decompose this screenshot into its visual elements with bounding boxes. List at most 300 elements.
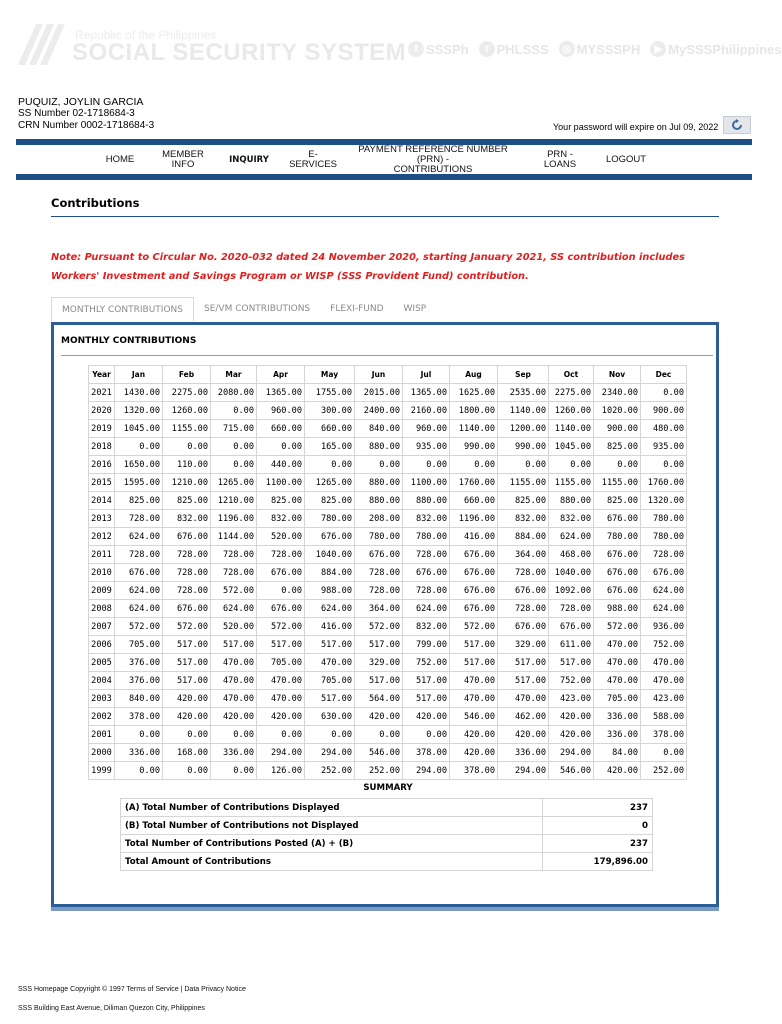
amount-cell: 624.00 [403,600,450,618]
table-row [89,654,687,672]
amount-cell: 1800.00 [450,402,498,420]
ss-number-line: SS Number 02-1718684-3 [18,108,135,119]
amount-cell: 1100.00 [257,474,305,492]
page-title: Contributions [51,196,140,210]
summary-label: Total Amount of Contributions [121,853,543,871]
amount-cell: 440.00 [257,456,305,474]
amount-cell: 0.00 [305,456,355,474]
amount-cell: 378.00 [450,762,498,780]
wisp-note: Note: Pursuant to Circular No. 2020-032 dated 24 November 2020, starting January 2021, SS contribution includes Workers' Investment and Savings Program or WISP (SSS Provident Fund) contribution. [51,252,685,282]
amount-cell: 880.00 [355,438,403,456]
nav-prn-contributions[interactable]: PAYMENT REFERENCE NUMBER (PRN) - CONTRIBUTIONS [358,143,508,175]
amount-cell: 517.00 [305,690,355,708]
year-cell: 2020 [89,402,115,420]
amount-cell: 517.00 [498,654,549,672]
amount-cell: 780.00 [594,528,641,546]
amount-cell: 0.00 [211,456,257,474]
amount-cell: 705.00 [257,654,305,672]
amount-cell: 294.00 [498,762,549,780]
year-cell: 2015 [89,474,115,492]
amount-cell: 0.00 [257,726,305,744]
year-cell: 2011 [89,546,115,564]
panel-bottom-bar [51,907,719,911]
amount-cell: 676.00 [305,528,355,546]
amount-cell: 728.00 [211,546,257,564]
amount-cell: 825.00 [305,492,355,510]
amount-cell: 546.00 [355,744,403,762]
amount-cell: 1320.00 [641,492,687,510]
amount-cell: 1196.00 [211,510,257,528]
column-header: Year [89,366,115,384]
year-cell: 2009 [89,582,115,600]
tab-wisp[interactable]: WISP [403,304,427,314]
crn-number-line: CRN Number 0002-1718684-3 [18,120,155,131]
panel-divider [61,355,713,356]
nav-prn-loans[interactable]: PRN - LOANS [543,148,577,170]
amount-cell: 728.00 [163,564,211,582]
table-row [89,402,687,420]
table-row [89,546,687,564]
amount-cell: 517.00 [163,672,211,690]
amount-cell: 520.00 [211,618,257,636]
amount-cell: 880.00 [355,492,403,510]
summary-row [121,817,653,835]
amount-cell: 520.00 [257,528,305,546]
amount-cell: 252.00 [641,762,687,780]
amount-cell: 728.00 [355,582,403,600]
amount-cell: 0.00 [641,456,687,474]
nav-logout[interactable]: LOGOUT [605,153,647,165]
amount-cell: 1595.00 [115,474,163,492]
amount-cell: 728.00 [115,510,163,528]
amount-cell: 2275.00 [163,384,211,402]
tab-flexi-fund[interactable]: FLEXI-FUND [330,304,384,314]
amount-cell: 572.00 [115,618,163,636]
amount-cell: 0.00 [211,438,257,456]
panel-title: MONTHLY CONTRIBUTIONS [61,336,197,346]
amount-cell: 840.00 [115,690,163,708]
amount-cell: 728.00 [403,546,450,564]
amount-cell: 572.00 [450,618,498,636]
amount-cell: 0.00 [115,438,163,456]
year-cell: 1999 [89,762,115,780]
column-header: Apr [257,366,305,384]
social-twitter[interactable]: t PHLSSS [479,41,549,57]
amount-cell: 2340.00 [594,384,641,402]
instagram-icon: ◎ [559,41,575,57]
amount-cell: 517.00 [257,636,305,654]
amount-cell: 110.00 [163,456,211,474]
refresh-icon [731,119,743,131]
amount-cell: 517.00 [355,636,403,654]
amount-cell: 624.00 [115,528,163,546]
amount-cell: 420.00 [355,708,403,726]
amount-cell: 630.00 [305,708,355,726]
amount-cell: 329.00 [355,654,403,672]
amount-cell: 676.00 [498,582,549,600]
amount-cell: 517.00 [211,636,257,654]
amount-cell: 705.00 [305,672,355,690]
table-row [89,726,687,744]
amount-cell: 1092.00 [549,582,594,600]
column-header: Oct [549,366,594,384]
amount-cell: 517.00 [403,690,450,708]
amount-cell: 676.00 [257,600,305,618]
year-cell: 2013 [89,510,115,528]
summary-row [121,853,653,871]
amount-cell: 2160.00 [403,402,450,420]
summary-row [121,835,653,853]
amount-cell: 676.00 [594,510,641,528]
amount-cell: 378.00 [641,726,687,744]
amount-cell: 825.00 [594,492,641,510]
amount-cell: 728.00 [498,564,549,582]
amount-cell: 294.00 [403,762,450,780]
amount-cell: 2015.00 [355,384,403,402]
amount-cell: 660.00 [450,492,498,510]
amount-cell: 728.00 [163,546,211,564]
amount-cell: 420.00 [163,690,211,708]
amount-cell: 572.00 [355,618,403,636]
amount-cell: 960.00 [403,420,450,438]
amount-cell: 624.00 [641,582,687,600]
footer-address: SSS Building East Avenue, Diliman Quezon City, Philippines [18,1005,205,1012]
amount-cell: 364.00 [355,600,403,618]
amount-cell: 376.00 [115,672,163,690]
amount-cell: 1265.00 [305,474,355,492]
table-row [89,708,687,726]
column-header: Jul [403,366,450,384]
amount-cell: 420.00 [594,762,641,780]
amount-cell: 780.00 [355,528,403,546]
amount-cell: 470.00 [450,690,498,708]
amount-cell: 1040.00 [549,564,594,582]
amount-cell: 470.00 [305,654,355,672]
amount-cell: 1155.00 [498,474,549,492]
amount-cell: 470.00 [594,636,641,654]
brand-subtitle: Republic of the Philippines [75,28,217,42]
title-divider [51,216,719,217]
table-row [89,528,687,546]
amount-cell: 825.00 [115,492,163,510]
amount-cell: 752.00 [403,654,450,672]
amount-cell: 470.00 [594,654,641,672]
amount-cell: 780.00 [641,510,687,528]
amount-cell: 960.00 [257,402,305,420]
amount-cell: 572.00 [211,582,257,600]
social-links [408,41,782,57]
contributions-table [88,365,687,780]
tab-monthly-contributions[interactable]: MONTHLY CONTRIBUTIONS [51,297,194,321]
amount-cell: 840.00 [355,420,403,438]
amount-cell: 294.00 [549,744,594,762]
year-cell: 2007 [89,618,115,636]
amount-cell: 832.00 [257,510,305,528]
social-facebook[interactable]: f SSSPh [408,41,469,57]
amount-cell: 1760.00 [641,474,687,492]
amount-cell: 572.00 [594,618,641,636]
amount-cell: 0.00 [355,456,403,474]
amount-cell: 1650.00 [115,456,163,474]
social-instagram[interactable]: ◎ MYSSSPH [559,41,641,57]
amount-cell: 420.00 [403,708,450,726]
amount-cell: 780.00 [305,510,355,528]
header-banner [0,0,782,95]
amount-cell: 1020.00 [594,402,641,420]
amount-cell: 84.00 [594,744,641,762]
nav-eservices[interactable]: E-SERVICES [289,148,337,170]
year-cell: 2010 [89,564,115,582]
amount-cell: 825.00 [594,438,641,456]
amount-cell: 208.00 [355,510,403,528]
amount-cell: 676.00 [403,564,450,582]
amount-cell: 1140.00 [549,420,594,438]
amount-cell: 336.00 [211,744,257,762]
summary-label: (B) Total Number of Contributions not Displayed [121,817,543,835]
nav-home[interactable]: HOME [105,153,135,165]
amount-cell: 705.00 [594,690,641,708]
facebook-icon: f [408,41,424,57]
amount-cell: 420.00 [549,726,594,744]
amount-cell: 376.00 [115,654,163,672]
table-row [89,384,687,402]
amount-cell: 780.00 [403,528,450,546]
amount-cell: 470.00 [594,672,641,690]
amount-cell: 676.00 [594,546,641,564]
amount-cell: 1155.00 [549,474,594,492]
nav-bar-bottom [16,174,752,180]
year-cell: 2005 [89,654,115,672]
table-row [89,618,687,636]
amount-cell: 517.00 [498,672,549,690]
amount-cell: 0.00 [498,456,549,474]
table-header-row [89,366,687,384]
amount-cell: 676.00 [115,564,163,582]
amount-cell: 588.00 [641,708,687,726]
amount-cell: 728.00 [355,564,403,582]
table-row [89,600,687,618]
amount-cell: 0.00 [211,402,257,420]
contribution-tabs [51,297,436,321]
amount-cell: 336.00 [594,726,641,744]
amount-cell: 715.00 [211,420,257,438]
amount-cell: 0.00 [163,438,211,456]
table-row [89,672,687,690]
amount-cell: 416.00 [450,528,498,546]
amount-cell: 1210.00 [211,492,257,510]
amount-cell: 1155.00 [163,420,211,438]
amount-cell: 1200.00 [498,420,549,438]
column-header: Dec [641,366,687,384]
amount-cell: 470.00 [450,672,498,690]
column-header: Mar [211,366,257,384]
amount-cell: 728.00 [498,600,549,618]
nav-inquiry[interactable]: INQUIRY [229,154,269,165]
amount-cell: 0.00 [115,726,163,744]
amount-cell: 336.00 [115,744,163,762]
amount-cell: 676.00 [355,546,403,564]
nav-member-info[interactable]: MEMBER INFO [162,148,204,170]
amount-cell: 752.00 [549,672,594,690]
twitter-icon: t [479,41,495,57]
amount-cell: 832.00 [163,510,211,528]
amount-cell: 0.00 [163,762,211,780]
amount-cell: 0.00 [115,762,163,780]
amount-cell: 1140.00 [498,402,549,420]
table-row [89,744,687,762]
column-header: May [305,366,355,384]
amount-cell: 517.00 [163,654,211,672]
amount-cell: 546.00 [450,708,498,726]
amount-cell: 1265.00 [211,474,257,492]
table-row [89,762,687,780]
amount-cell: 676.00 [594,564,641,582]
amount-cell: 420.00 [163,708,211,726]
amount-cell: 564.00 [355,690,403,708]
amount-cell: 0.00 [403,456,450,474]
amount-cell: 294.00 [257,744,305,762]
amount-cell: 364.00 [498,546,549,564]
amount-cell: 660.00 [257,420,305,438]
amount-cell: 0.00 [641,744,687,762]
column-header: Nov [594,366,641,384]
amount-cell: 517.00 [163,636,211,654]
tab-se-vm-contributions[interactable]: SE/VM CONTRIBUTIONS [203,304,311,314]
year-cell: 2003 [89,690,115,708]
amount-cell: 336.00 [498,744,549,762]
refresh-button[interactable] [723,116,751,134]
table-row [89,492,687,510]
amount-cell: 832.00 [549,510,594,528]
summary-value: 0 [543,817,653,835]
amount-cell: 825.00 [257,492,305,510]
amount-cell: 470.00 [211,690,257,708]
member-info [18,96,154,132]
amount-cell: 420.00 [450,726,498,744]
amount-cell: 880.00 [549,492,594,510]
social-youtube[interactable]: ▶ MySSSPhilippines [650,41,781,57]
table-row [89,438,687,456]
column-header: Sep [498,366,549,384]
amount-cell: 2080.00 [211,384,257,402]
amount-cell: 470.00 [641,672,687,690]
column-header: Jun [355,366,403,384]
summary-label: Total Number of Contributions Posted (A) + (B) [121,835,543,853]
amount-cell: 825.00 [163,492,211,510]
amount-cell: 0.00 [211,726,257,744]
amount-cell: 1196.00 [450,510,498,528]
amount-cell: 990.00 [498,438,549,456]
amount-cell: 1040.00 [305,546,355,564]
amount-cell: 676.00 [163,600,211,618]
crn-number: 0002-1718684-3 [80,120,155,131]
amount-cell: 470.00 [498,690,549,708]
amount-cell: 2400.00 [355,402,403,420]
amount-cell: 470.00 [211,654,257,672]
amount-cell: 470.00 [257,690,305,708]
amount-cell: 517.00 [450,654,498,672]
amount-cell: 2275.00 [549,384,594,402]
amount-cell: 1045.00 [115,420,163,438]
amount-cell: 0.00 [355,726,403,744]
amount-cell: 1365.00 [403,384,450,402]
amount-cell: 752.00 [641,636,687,654]
amount-cell: 935.00 [403,438,450,456]
amount-cell: 705.00 [115,636,163,654]
year-cell: 2004 [89,672,115,690]
year-cell: 2016 [89,456,115,474]
amount-cell: 0.00 [450,456,498,474]
amount-cell: 0.00 [403,726,450,744]
sss-logo-icon [16,22,66,67]
ss-number: 02-1718684-3 [72,108,135,119]
amount-cell: 728.00 [549,600,594,618]
amount-cell: 935.00 [641,438,687,456]
amount-cell: 546.00 [549,762,594,780]
table-row [89,420,687,438]
year-cell: 2019 [89,420,115,438]
amount-cell: 126.00 [257,762,305,780]
amount-cell: 624.00 [549,528,594,546]
amount-cell: 168.00 [163,744,211,762]
amount-cell: 0.00 [641,384,687,402]
brand-title: SOCIAL SECURITY SYSTEM [72,39,407,66]
amount-cell: 624.00 [305,600,355,618]
amount-cell: 728.00 [257,546,305,564]
amount-cell: 884.00 [498,528,549,546]
amount-cell: 900.00 [594,420,641,438]
summary-table [120,798,653,871]
amount-cell: 0.00 [305,726,355,744]
amount-cell: 990.00 [450,438,498,456]
amount-cell: 728.00 [115,546,163,564]
amount-cell: 517.00 [355,672,403,690]
summary-value: 179,896.00 [543,853,653,871]
amount-cell: 624.00 [115,582,163,600]
amount-cell: 728.00 [163,582,211,600]
amount-cell: 611.00 [549,636,594,654]
table-body [89,384,687,780]
summary-value: 237 [543,799,653,817]
amount-cell: 420.00 [450,744,498,762]
amount-cell: 1365.00 [257,384,305,402]
amount-cell: 728.00 [641,546,687,564]
amount-cell: 988.00 [305,582,355,600]
amount-cell: 462.00 [498,708,549,726]
amount-cell: 470.00 [641,654,687,672]
summary-row [121,799,653,817]
table-row [89,456,687,474]
amount-cell: 1430.00 [115,384,163,402]
amount-cell: 880.00 [355,474,403,492]
column-header: Aug [450,366,498,384]
amount-cell: 780.00 [641,528,687,546]
amount-cell: 517.00 [549,654,594,672]
amount-cell: 676.00 [163,528,211,546]
amount-cell: 517.00 [450,636,498,654]
summary-label: (A) Total Number of Contributions Displayed [121,799,543,817]
amount-cell: 294.00 [305,744,355,762]
table-row [89,582,687,600]
amount-cell: 0.00 [257,438,305,456]
amount-cell: 470.00 [257,672,305,690]
amount-cell: 1210.00 [163,474,211,492]
amount-cell: 832.00 [498,510,549,528]
amount-cell: 728.00 [211,564,257,582]
table-row [89,636,687,654]
amount-cell: 676.00 [450,546,498,564]
amount-cell: 420.00 [257,708,305,726]
